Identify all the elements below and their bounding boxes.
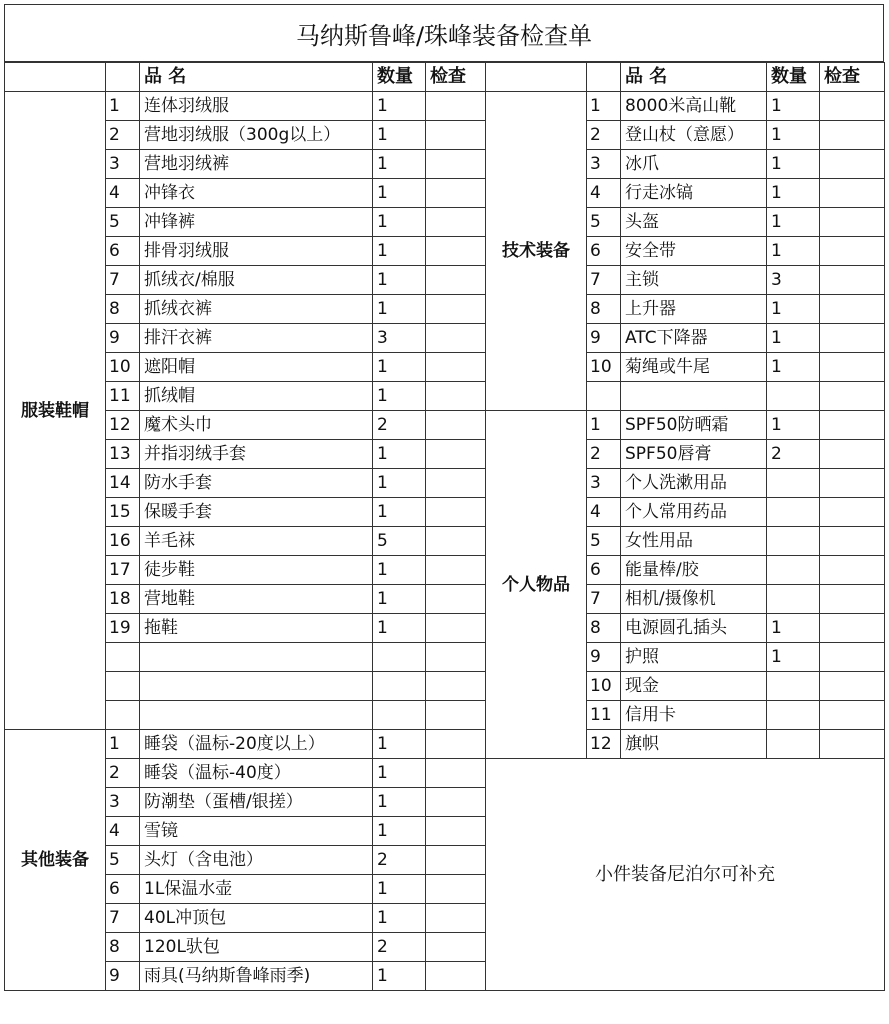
item-name: 防潮垫（蛋槽/银搓） [140,788,373,817]
item-check-cell[interactable] [426,440,486,469]
table-row [5,527,885,556]
item-quantity: 1 [373,179,426,208]
item-quantity: 1 [767,614,820,643]
table-row [5,585,885,614]
item-check-cell[interactable] [426,759,486,788]
item-check-cell[interactable] [426,933,486,962]
item-check-cell[interactable] [426,701,486,730]
item-number: 4 [106,179,140,208]
item-check-cell[interactable] [426,672,486,701]
item-name [140,643,373,672]
item-quantity: 1 [373,817,426,846]
item-quantity [767,382,820,411]
right-check-header: 检查 [820,63,885,92]
item-quantity: 1 [373,382,426,411]
item-quantity: 1 [373,556,426,585]
table-row [5,440,885,469]
table-row [5,411,885,440]
item-name: 8000米高山靴 [621,92,767,121]
item-quantity: 1 [767,324,820,353]
item-quantity: 1 [373,150,426,179]
item-number: 14 [106,469,140,498]
item-name: 抓绒衣裤 [140,295,373,324]
item-check-cell[interactable] [820,672,885,701]
item-name: 排汗衣裤 [140,324,373,353]
item-check-cell[interactable] [426,875,486,904]
header-row [5,63,885,92]
item-check-cell[interactable] [426,208,486,237]
item-check-cell[interactable] [426,353,486,382]
table-row [5,121,885,150]
item-quantity: 1 [373,962,426,991]
item-number [106,643,140,672]
category-technical: 技术装备 [486,92,587,411]
item-number: 8 [106,295,140,324]
item-quantity: 1 [767,237,820,266]
item-name: 遮阳帽 [140,353,373,382]
item-number: 8 [587,614,621,643]
item-number: 3 [587,469,621,498]
item-check-cell[interactable] [426,324,486,353]
item-quantity: 1 [767,208,820,237]
item-check-cell[interactable] [820,353,885,382]
item-check-cell[interactable] [426,121,486,150]
item-quantity: 1 [373,440,426,469]
table-row [5,469,885,498]
item-number: 9 [587,643,621,672]
item-name: 信用卡 [621,701,767,730]
item-number: 9 [106,962,140,991]
item-check-cell[interactable] [820,208,885,237]
item-quantity [767,556,820,585]
item-number: 11 [106,382,140,411]
item-name: 电源圆孔插头 [621,614,767,643]
table-row [5,556,885,585]
item-check-cell[interactable] [820,643,885,672]
item-quantity [767,672,820,701]
item-name: 冲锋裤 [140,208,373,237]
item-quantity [767,469,820,498]
item-quantity: 1 [373,353,426,382]
item-quantity: 5 [373,527,426,556]
sheet-title: 马纳斯鲁峰/珠峰装备检查单 [4,4,884,62]
table-row [5,498,885,527]
item-name: 营地羽绒裤 [140,150,373,179]
item-quantity: 1 [373,92,426,121]
item-name: 头盔 [621,208,767,237]
item-name: 1L保温水壶 [140,875,373,904]
item-name: 抓绒衣/棉服 [140,266,373,295]
item-name: 雨具(马纳斯鲁峰雨季) [140,962,373,991]
item-quantity: 1 [767,150,820,179]
table-row [5,759,885,788]
item-quantity: 3 [373,324,426,353]
item-name: 冰爪 [621,150,767,179]
supplement-note: 小件装备尼泊尔可补充 [486,759,885,991]
item-name: 抓绒帽 [140,382,373,411]
item-quantity: 1 [373,295,426,324]
item-quantity [373,701,426,730]
item-number: 5 [106,846,140,875]
item-name: ATC下降器 [621,324,767,353]
item-quantity: 1 [373,730,426,759]
item-number: 12 [587,730,621,759]
item-check-cell[interactable] [820,469,885,498]
table-row [5,295,885,324]
item-number: 7 [587,266,621,295]
item-check-cell[interactable] [820,324,885,353]
item-number: 5 [587,208,621,237]
item-check-cell[interactable] [820,730,885,759]
item-name: 营地羽绒服（300g以上） [140,121,373,150]
item-name: 徒步鞋 [140,556,373,585]
item-quantity: 2 [767,440,820,469]
item-quantity: 2 [373,411,426,440]
item-quantity [767,701,820,730]
table-row [5,614,885,643]
item-name: 现金 [621,672,767,701]
item-number: 15 [106,498,140,527]
right-name-header: 品 名 [621,63,767,92]
item-name: 120L驮包 [140,933,373,962]
item-name: 登山杖（意愿） [621,121,767,150]
item-name: 拖鞋 [140,614,373,643]
item-quantity: 1 [767,92,820,121]
item-number: 6 [106,875,140,904]
item-number: 13 [106,440,140,469]
item-check-cell[interactable] [820,237,885,266]
item-quantity: 1 [373,614,426,643]
blank-header-cell [106,63,140,92]
table-row [5,150,885,179]
item-quantity: 1 [767,295,820,324]
left-check-header: 检查 [426,63,486,92]
item-quantity: 1 [767,121,820,150]
item-number: 2 [587,440,621,469]
item-number: 4 [587,498,621,527]
item-number: 10 [106,353,140,382]
item-number: 2 [587,121,621,150]
item-name: 头灯（含电池） [140,846,373,875]
item-name: SPF50唇膏 [621,440,767,469]
item-name: 主锁 [621,266,767,295]
item-check-cell[interactable] [426,266,486,295]
item-check-cell[interactable] [426,295,486,324]
item-check-cell[interactable] [426,846,486,875]
item-quantity: 1 [373,788,426,817]
item-check-cell[interactable] [820,121,885,150]
item-number: 12 [106,411,140,440]
item-name: 个人洗漱用品 [621,469,767,498]
item-name: 保暖手套 [140,498,373,527]
item-check-cell[interactable] [426,556,486,585]
item-number [106,701,140,730]
item-check-cell[interactable] [426,527,486,556]
item-check-cell[interactable] [426,962,486,991]
item-name: 羊毛袜 [140,527,373,556]
item-number: 17 [106,556,140,585]
category-other: 其他装备 [5,730,106,991]
table-row [5,382,885,411]
item-number: 2 [106,121,140,150]
item-name: 护照 [621,643,767,672]
item-number: 10 [587,353,621,382]
item-quantity: 1 [767,643,820,672]
item-quantity: 1 [767,353,820,382]
item-check-cell[interactable] [820,440,885,469]
item-name: 旗帜 [621,730,767,759]
item-quantity: 1 [373,875,426,904]
item-name: 能量棒/胶 [621,556,767,585]
item-quantity [767,730,820,759]
item-check-cell[interactable] [820,556,885,585]
blank-header-cell [5,63,106,92]
table-row [5,643,885,672]
item-name: 雪镜 [140,817,373,846]
item-check-cell[interactable] [820,701,885,730]
item-check-cell[interactable] [820,585,885,614]
item-quantity: 1 [373,237,426,266]
item-check-cell[interactable] [426,382,486,411]
item-name [140,701,373,730]
item-check-cell[interactable] [820,382,885,411]
table-row [5,237,885,266]
item-number: 5 [587,527,621,556]
item-check-cell[interactable] [820,295,885,324]
left-name-header: 品 名 [140,63,373,92]
item-check-cell[interactable] [426,92,486,121]
item-number: 3 [587,150,621,179]
item-number: 3 [106,788,140,817]
item-check-cell[interactable] [820,411,885,440]
item-quantity: 2 [373,933,426,962]
item-name: 排骨羽绒服 [140,237,373,266]
item-number: 9 [587,324,621,353]
item-check-cell[interactable] [426,469,486,498]
item-quantity: 1 [373,759,426,788]
item-check-cell[interactable] [426,904,486,933]
item-number: 1 [587,411,621,440]
item-number: 6 [587,556,621,585]
item-name: 睡袋（温标-40度） [140,759,373,788]
blank-header-cell [486,63,587,92]
item-number: 6 [587,237,621,266]
item-number: 18 [106,585,140,614]
item-check-cell[interactable] [426,585,486,614]
item-quantity: 1 [373,585,426,614]
item-number: 2 [106,759,140,788]
item-check-cell[interactable] [426,150,486,179]
item-quantity: 1 [373,208,426,237]
table-row [5,730,885,759]
table-row [5,324,885,353]
item-quantity: 1 [373,266,426,295]
item-quantity: 1 [373,904,426,933]
item-quantity: 1 [373,469,426,498]
item-quantity: 3 [767,266,820,295]
item-name: SPF50防晒霜 [621,411,767,440]
item-check-cell[interactable] [820,266,885,295]
item-number: 4 [587,179,621,208]
item-name: 防水手套 [140,469,373,498]
table-row [5,179,885,208]
item-name: 行走冰镐 [621,179,767,208]
item-quantity: 1 [373,121,426,150]
item-quantity [373,672,426,701]
item-check-cell[interactable] [820,92,885,121]
item-number: 3 [106,150,140,179]
table-row [5,208,885,237]
item-quantity [373,643,426,672]
item-number: 19 [106,614,140,643]
item-number: 4 [106,817,140,846]
item-check-cell[interactable] [820,179,885,208]
item-quantity: 1 [373,498,426,527]
item-check-cell[interactable] [426,237,486,266]
item-quantity: 1 [767,179,820,208]
item-number: 1 [106,92,140,121]
table-row [5,353,885,382]
item-number: 16 [106,527,140,556]
item-check-cell[interactable] [820,527,885,556]
item-number: 6 [106,237,140,266]
item-name: 女性用品 [621,527,767,556]
item-number [587,382,621,411]
category-personal: 个人物品 [486,411,587,759]
item-quantity: 2 [373,846,426,875]
item-name: 营地鞋 [140,585,373,614]
item-number: 10 [587,672,621,701]
table-row [5,266,885,295]
item-name: 魔术头巾 [140,411,373,440]
right-qty-header: 数量 [767,63,820,92]
item-name: 并指羽绒手套 [140,440,373,469]
item-check-cell[interactable] [820,498,885,527]
item-quantity: 1 [767,411,820,440]
item-name: 上升器 [621,295,767,324]
item-number [106,672,140,701]
item-name: 个人常用药品 [621,498,767,527]
item-check-cell[interactable] [426,643,486,672]
item-quantity [767,498,820,527]
item-name [140,672,373,701]
item-number: 7 [106,266,140,295]
item-number: 11 [587,701,621,730]
item-number: 5 [106,208,140,237]
item-number: 1 [106,730,140,759]
item-check-cell[interactable] [426,498,486,527]
category-clothing: 服装鞋帽 [5,92,106,730]
item-check-cell[interactable] [426,817,486,846]
table-row [5,672,885,701]
item-check-cell[interactable] [426,179,486,208]
blank-header-cell [587,63,621,92]
item-name: 安全带 [621,237,767,266]
item-name: 连体羽绒服 [140,92,373,121]
table-row [5,701,885,730]
item-check-cell[interactable] [426,730,486,759]
item-name: 菊绳或牛尾 [621,353,767,382]
item-number: 9 [106,324,140,353]
item-number: 1 [587,92,621,121]
item-name: 40L冲顶包 [140,904,373,933]
item-check-cell[interactable] [426,788,486,817]
item-name [621,382,767,411]
item-check-cell[interactable] [426,411,486,440]
item-number: 7 [106,904,140,933]
item-check-cell[interactable] [820,150,885,179]
item-name: 冲锋衣 [140,179,373,208]
item-name: 相机/摄像机 [621,585,767,614]
item-quantity [767,527,820,556]
item-check-cell[interactable] [820,614,885,643]
item-check-cell[interactable] [426,614,486,643]
item-number: 7 [587,585,621,614]
item-quantity [767,585,820,614]
item-number: 8 [106,933,140,962]
item-number: 8 [587,295,621,324]
left-qty-header: 数量 [373,63,426,92]
table-row [5,92,885,121]
checklist-table [4,62,885,991]
item-name: 睡袋（温标-20度以上） [140,730,373,759]
